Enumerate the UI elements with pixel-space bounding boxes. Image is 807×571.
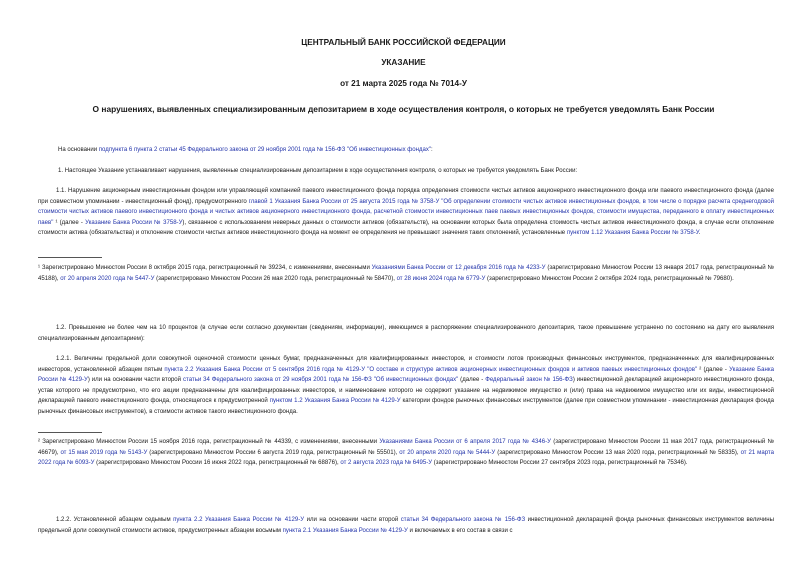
fn2-link-5444[interactable]: от 20 апреля 2020 года № 5444-У: [399, 449, 496, 456]
basis-text-end: :: [431, 147, 433, 153]
p11-text-2: ¹ (далее -: [53, 219, 86, 226]
fn2-text-3: (зарегистрировано Минюстом России 6 августа 2019 года, регистрационный № 55501),: [147, 449, 400, 456]
fn2-text-2: (зарегистрировано Минюстом России 11 мая 2017 года, регистрационный № 46679),: [38, 439, 774, 456]
basis-law-link[interactable]: подпункта 6 пункта 2 статьи 45 Федерального закона от 29 ноября 2001 года № 156-ФЗ "Об инвестиционных фондах": [98, 147, 432, 153]
footnote-2: [38, 437, 774, 469]
document-title: О нарушениях, выявленных специализированным депозитарием в ходе осуществления контроля, о которых не требуется уведомлять Банк России: [92, 104, 715, 114]
paragraph-1: 1. Настоящее Указание устанавливает нарушения, выявленные специализированным депозитарием в ходе осуществления контроля, о которых не требуется уведомлять Банк России:: [58, 168, 578, 174]
org-header: ЦЕНТРАЛЬНЫЙ БАНК РОССИЙСКОЙ ФЕДЕРАЦИИ: [301, 38, 506, 47]
p121-link-item-1-2[interactable]: пунктом 1.2 Указания Банка России № 4129-У: [269, 398, 401, 404]
p11-link-3758-chapter1[interactable]: главой 1 Указания Банка России от 25 августа 2015 года № 3758-У "Об определении стоимости чистых активов инвестиционных фондов, в том числе о порядке расчета среднегодовой стоимости чистых активов паевого инвестиционного фонда и чистых активов акционерного инвестиционного фонда, расчетной стоимости инвестиционных паев паевых инвестиционных фондов, стоимости имущества, переданного в оплату инвестиционных паев": [38, 198, 774, 226]
fn2-text-1: ² Зарегистрировано Минюстом России 15 ноября 2016 года, регистрационный № 44339, с изменениями, внесенными: [38, 439, 380, 445]
p11-text-4: .: [698, 230, 701, 236]
fn2-text-5: (зарегистрировано Минюстом России 16 июня 2022 года, регистрационный № 68876),: [94, 460, 341, 466]
p121-link-156fz[interactable]: Федеральный закон № 156-ФЗ: [485, 377, 573, 383]
p11-text-1: 1.1. Нарушение акционерным инвестиционным фондом или управляющей компанией паевого инвестиционного фонда порядка определения стоимости чистых активов акционерного инвестиционного фонда или паевого инвестиционного фонда (далее при совместном упоминании - инвестиционный фонд), предусмотренного: [38, 188, 774, 205]
p122-link-4129-item-2-1[interactable]: пункта 2.1 Указания Банка России № 4129-У: [282, 527, 408, 534]
fn2-text-6: (зарегистрировано Минюстом России 27 сентября 2023 года, регистрационный № 75346).: [432, 460, 688, 466]
footnote-separator-1: [38, 257, 102, 258]
basis-paragraph: [58, 145, 774, 156]
p122-text-3: инвестиционной декларацией фонда рыночных финансовых инструментов величины предельной доли совокупной стоимости активов, предусмотренных абзацем восьмым: [38, 517, 774, 534]
p11-link-3758[interactable]: Указание Банка России № 3758-У: [85, 219, 183, 226]
fn1-link-6779[interactable]: от 28 июня 2024 года № 6779-У: [396, 275, 486, 282]
p122-link-4129-item-2-2[interactable]: пункта 2.2 Указания Банка России № 4129-У: [173, 517, 305, 523]
fn2-link-5143[interactable]: от 15 мая 2019 года № 5143-У: [60, 449, 148, 456]
fn1-link-4233[interactable]: Указаниями Банка России от 12 декабря 2016 года № 4233-У: [371, 265, 546, 271]
p122-text-2: или на основании части второй: [304, 517, 401, 523]
paragraph-1-2: 1.2. Превышение не более чем на 10 процентов (в случае если согласно документам (сведениям, информации), имеющимся в распоряжении специализированного депозитария, такое превышение устранено по состоянию на дату его выявления специализированным депозитарием):: [38, 325, 774, 342]
paragraph-1-2-1: [38, 354, 774, 417]
fn2-link-6093[interactable]: от 21 марта 2022 года № 6093-У: [38, 449, 774, 466]
p121-text-1: 1.2.1. Величины предельной доли совокупной оценочной стоимости ценных бумаг, предназначенных для квалифицированных инвесторов, и стоимости лотов производных финансовых инструментов, предназначенных для квалифицированных инвесторов, установленной абзацем пятым: [38, 356, 774, 373]
p121-text-6: категории фондов рыночных финансовых инструментов (далее при совместном упоминании - инвестиционная декларация фонда рыночных финансовых инструментов), в стоимости активов такого инвестиционного фонда.: [38, 398, 774, 415]
doc-type: УКАЗАНИЕ: [381, 58, 426, 67]
p121-text-3: ) или на основании части второй: [87, 377, 183, 383]
fn2-text-4: (зарегистрировано Минюстом России 13 мая 2020 года, регистрационный № 58335),: [495, 449, 741, 456]
p121-text-2: ² (далее -: [697, 366, 730, 373]
p121-text-4: (далее -: [458, 377, 486, 383]
p121-text-5: ) инвестиционной декларацией акционерного инвестиционного фонда, устав которого не предусмотрено, что его акции предназначены для квалифицированных инвесторов, и наименование которого не содержит указание на недвижимое имущество и (или) права на недвижимое имущество или их виды, инвестиционной декларацией паевого инвестиционного фонда, относящегося к предусмотренной: [38, 377, 774, 404]
footnote-1: [38, 263, 774, 284]
paragraph-1-1: [38, 186, 774, 239]
p122-text-1: 1.2.2. Установленной абзацем седьмым: [56, 517, 174, 523]
fn1-text-4: (зарегистрировано Минюстом России 2 октября 2024 года, регистрационный № 79680).: [485, 275, 734, 282]
date-number: от 21 марта 2025 года № 7014-У: [340, 79, 467, 88]
fn1-text-1: ¹ Зарегистрировано Минюстом России 8 октября 2015 года, регистрационный № 39234, с изменениями, внесенными: [38, 265, 372, 271]
p121-link-156fz-art34[interactable]: статьи 34 Федерального закона от 29 ноября 2001 года № 156-ФЗ "Об инвестиционных фондах": [182, 377, 459, 383]
p121-link-4129-item-2-2[interactable]: пункта 2.2 Указания Банка России от 5 сентября 2016 года № 4129-У "О составе и структуре активов акционерных инвестиционных фондов и активов паевых инвестиционных фондов": [164, 366, 698, 373]
p122-text-4: и включаемых в его состав в связи с: [407, 527, 513, 534]
fn1-text-2: (зарегистрировано Минюстом России 13 января 2017 года, регистрационный № 45188),: [38, 265, 774, 282]
paragraph-1-2-2: [38, 515, 774, 536]
p121-link-4129[interactable]: Указание Банка России № 4129-У: [38, 366, 774, 383]
p11-text-3: ), связанное с использованием неверных данных о стоимости активов (обязательств), на основании которых была определена стоимость чистых активов инвестиционного фонда, в случае если отклонение стоимости актива (обязательства) и отклонение стоимости чистых активов инвестиционного фонда на момент ее определения не превышают значения таких отклонений, установленные: [38, 219, 774, 236]
fn1-text-3: (зарегистрировано Минюстом России 26 мая 2020 года, регистрационный № 58470),: [154, 275, 397, 282]
p11-link-item-1-12[interactable]: пунктом 1.12 Указания Банка России № 3758-У: [566, 230, 699, 236]
fn2-link-6495[interactable]: от 2 августа 2023 года № 6495-У: [340, 460, 433, 466]
fn2-link-4346[interactable]: Указаниями Банка России от 6 апреля 2017 года № 4346-У: [379, 439, 551, 445]
basis-text: На основании: [58, 147, 99, 153]
footnote-separator-2: [38, 432, 102, 433]
p122-link-156fz-art34[interactable]: статьи 34 Федерального закона № 156-ФЗ: [400, 517, 526, 523]
fn1-link-5447[interactable]: от 20 апреля 2020 года № 5447-У: [60, 275, 155, 282]
